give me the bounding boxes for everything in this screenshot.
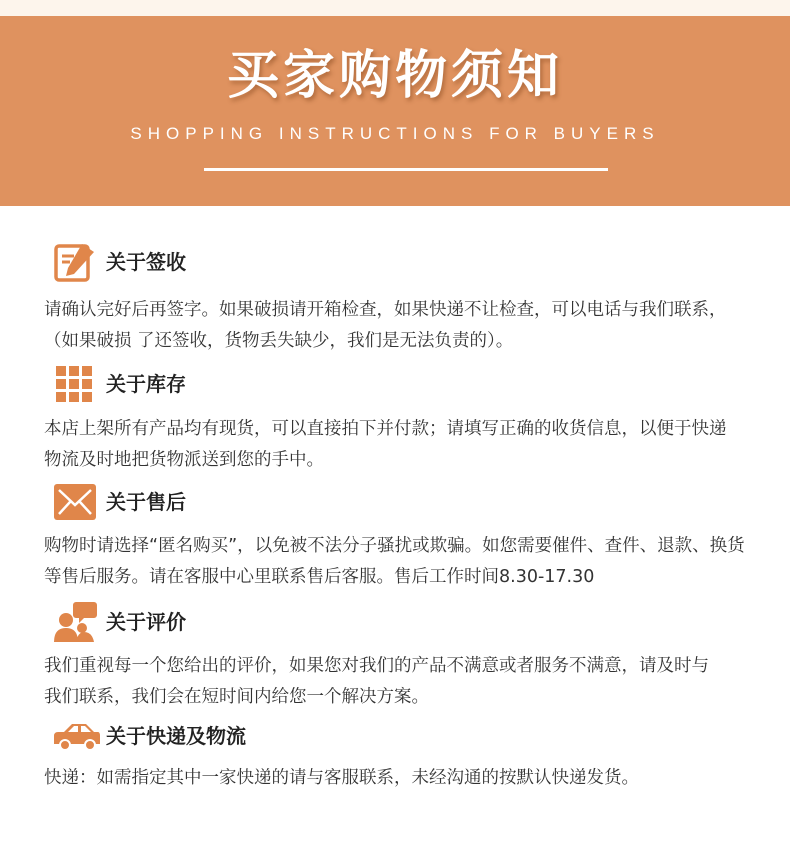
section-header xyxy=(52,240,752,284)
section-title: 关于签收 xyxy=(106,250,186,274)
section-text xyxy=(44,651,784,713)
section-header xyxy=(52,714,752,758)
page-title: 买家购物须知 xyxy=(226,46,563,106)
envelope-icon xyxy=(52,480,98,524)
users-chat-icon xyxy=(52,600,98,644)
section-title: 关于售后 xyxy=(106,490,186,514)
text-line: 快递：如需指定其中一家快递的请与客服联系，未经沟通的按默认快递发货。 xyxy=(44,768,639,788)
text-line: 购物时请选择“匿名购买”，以免被不法分子骚扰或欺骗。如您需要催件、查件、退款、换货 xyxy=(44,536,745,556)
section-text xyxy=(44,295,784,357)
text-line: 我们重视每一个您给出的评价，如果您对我们的产品不满意或者服务不满意，请及时与 xyxy=(44,656,709,676)
signature-pen-icon xyxy=(52,240,98,284)
section-header xyxy=(52,362,752,406)
section-text xyxy=(44,414,784,476)
car-icon xyxy=(52,714,102,758)
section-text xyxy=(44,531,784,593)
text-line: 本店上架所有产品均有现货，可以直接拍下并付款；请填写正确的收货信息，以便于快递 xyxy=(44,419,727,439)
section-title: 关于快递及物流 xyxy=(106,724,246,748)
section-text xyxy=(44,763,784,794)
header-banner xyxy=(0,16,790,206)
text-line: 我们联系，我们会在短时间内给您一个解决方案。 xyxy=(44,687,429,707)
text-line: 物流及时地把货物派送到您的手中。 xyxy=(44,450,324,470)
section-header xyxy=(52,480,752,524)
page-subtitle: SHOPPING INSTRUCTIONS FOR BUYERS xyxy=(130,124,660,143)
text-line: （如果破损 了还签收，货物丢失缺少，我们是无法负责的）。 xyxy=(44,331,514,351)
section-title: 关于评价 xyxy=(106,610,186,634)
text-line: 等售后服务。请在客服中心里联系售后客服。售后工作时间8.30-17.30 xyxy=(44,567,595,587)
divider-line xyxy=(204,168,608,171)
section-header xyxy=(52,600,752,644)
section-title: 关于库存 xyxy=(106,372,186,396)
grid-icon xyxy=(52,362,98,406)
text-line: 请确认完好后再签字。如果破损请开箱检查，如果快递不让检查，可以电话与我们联系， xyxy=(44,300,727,320)
top-strip xyxy=(0,0,790,16)
